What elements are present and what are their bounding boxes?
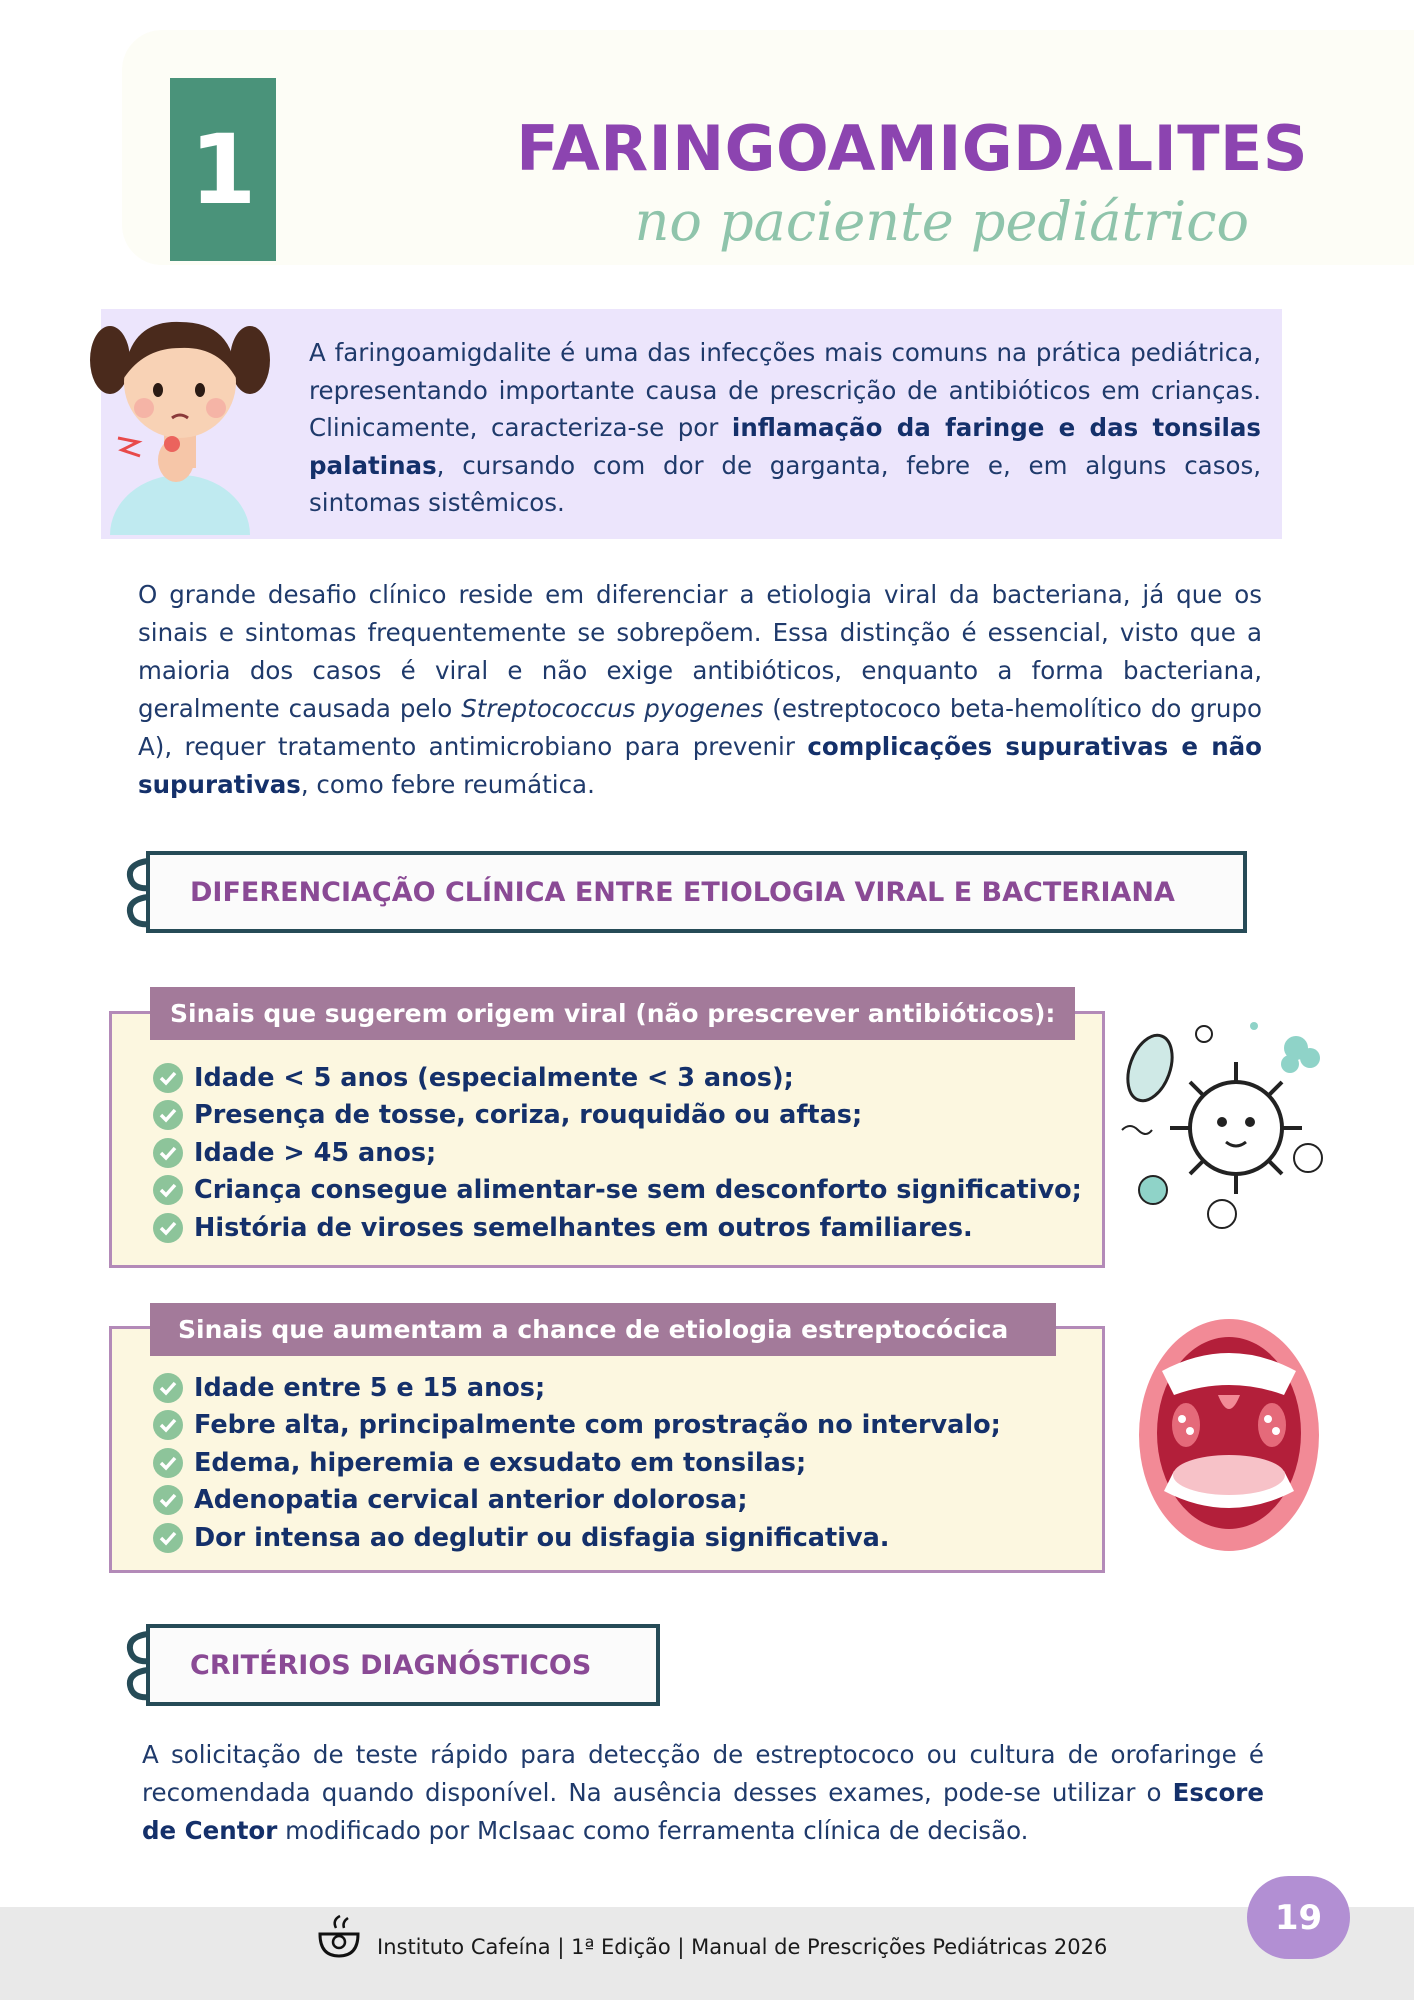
- bacterial-signs-title: Sinais que aumentam a chance de etiologia estreptocócica: [150, 1303, 1056, 1356]
- viral-signs-list: [152, 1059, 1082, 1247]
- virus-illustration: [1118, 1018, 1340, 1238]
- section-heading-text: DIFERENCIAÇÃO CLÍNICA ENTRE ETIOLOGIA VIRAL E BACTERIANA: [190, 876, 1175, 908]
- list-item: Febre alta, principalmente com prostração no intervalo;: [152, 1407, 1001, 1445]
- check-circle-icon: [152, 1372, 184, 1404]
- criteria-paragraph: A solicitação de teste rápido para detecção de estreptococo ou cultura de orofaringe é recomendada quando disponível. Na ausência desses exames, pode-se utilizar o Escore de Centor modificado por McIsaac como ferramenta clínica de decisão.: [142, 1740, 1264, 1845]
- check-circle-icon: [152, 1484, 184, 1516]
- check-circle-icon: [152, 1522, 184, 1554]
- check-circle-icon: [152, 1174, 184, 1206]
- list-item: Dor intensa ao deglutir ou disfagia significativa.: [152, 1519, 1001, 1557]
- throat-mouth-illustration: [1134, 1315, 1324, 1555]
- list-item: Idade > 45 anos;: [152, 1134, 1082, 1172]
- list-item: Edema, hiperemia e exsudato em tonsilas;: [152, 1444, 1001, 1482]
- list-item: Adenopatia cervical anterior dolorosa;: [152, 1482, 1001, 1520]
- chapter-number: 1: [170, 78, 276, 261]
- intro-paragraph: A faringoamigdalite é uma das infecções mais comuns na prática pediátrica, representando importante causa de prescrição de antibióticos em crianças. Clinicamente, caracteriza-se por inflamação da faringe e das tonsilas palatinas, cursando com dor de garganta, febre e, em alguns casos, sintomas sistêmicos.: [309, 338, 1261, 517]
- list-item: Criança consegue alimentar-se sem desconforto significativo;: [152, 1172, 1082, 1210]
- list-item: História de viroses semelhantes em outros familiares.: [152, 1209, 1082, 1247]
- bacterial-signs-list: [152, 1369, 1001, 1557]
- section-heading-criteria: [146, 1624, 660, 1706]
- page-subtitle: no paciente pediátrico: [634, 190, 1249, 253]
- viral-signs-title: Sinais que sugerem origem viral (não prescrever antibióticos):: [150, 987, 1075, 1040]
- coffee-cup-logo-icon: [314, 1912, 364, 1962]
- footer-text: Instituto Cafeína | 1ª Edição | Manual de Prescrições Pediátricas 2026: [377, 1935, 1108, 1959]
- check-circle-icon: [152, 1409, 184, 1441]
- sick-girl-illustration: [88, 310, 272, 535]
- section-heading-text: CRITÉRIOS DIAGNÓSTICOS: [190, 1649, 592, 1681]
- section-heading-differentiation: [146, 851, 1247, 933]
- check-circle-icon: [152, 1137, 184, 1169]
- check-circle-icon: [152, 1212, 184, 1244]
- body-paragraph: O grande desafio clínico reside em diferenciar a etiologia viral da bacteriana, já que os sinais e sintomas frequentemente se sobrepõem. Essa distinção é essencial, visto que a maioria dos casos é viral e não exige antibióticos, enquanto a forma bacteriana, geralmente causada pelo Streptococcus pyogenes (estreptococo beta-hemolítico do grupo A), requer tratamento antimicrobiano para prevenir complicações supurativas e não supurativas, como febre reumática.: [138, 580, 1262, 799]
- list-item: Presença de tosse, coriza, rouquidão ou aftas;: [152, 1097, 1082, 1135]
- page-number-badge: 19: [1247, 1876, 1350, 1959]
- list-item: Idade < 5 anos (especialmente < 3 anos);: [152, 1059, 1082, 1097]
- check-circle-icon: [152, 1062, 184, 1094]
- check-circle-icon: [152, 1099, 184, 1131]
- check-circle-icon: [152, 1447, 184, 1479]
- page-title: FARINGOAMIGDALITES: [516, 112, 1308, 185]
- list-item: Idade entre 5 e 15 anos;: [152, 1369, 1001, 1407]
